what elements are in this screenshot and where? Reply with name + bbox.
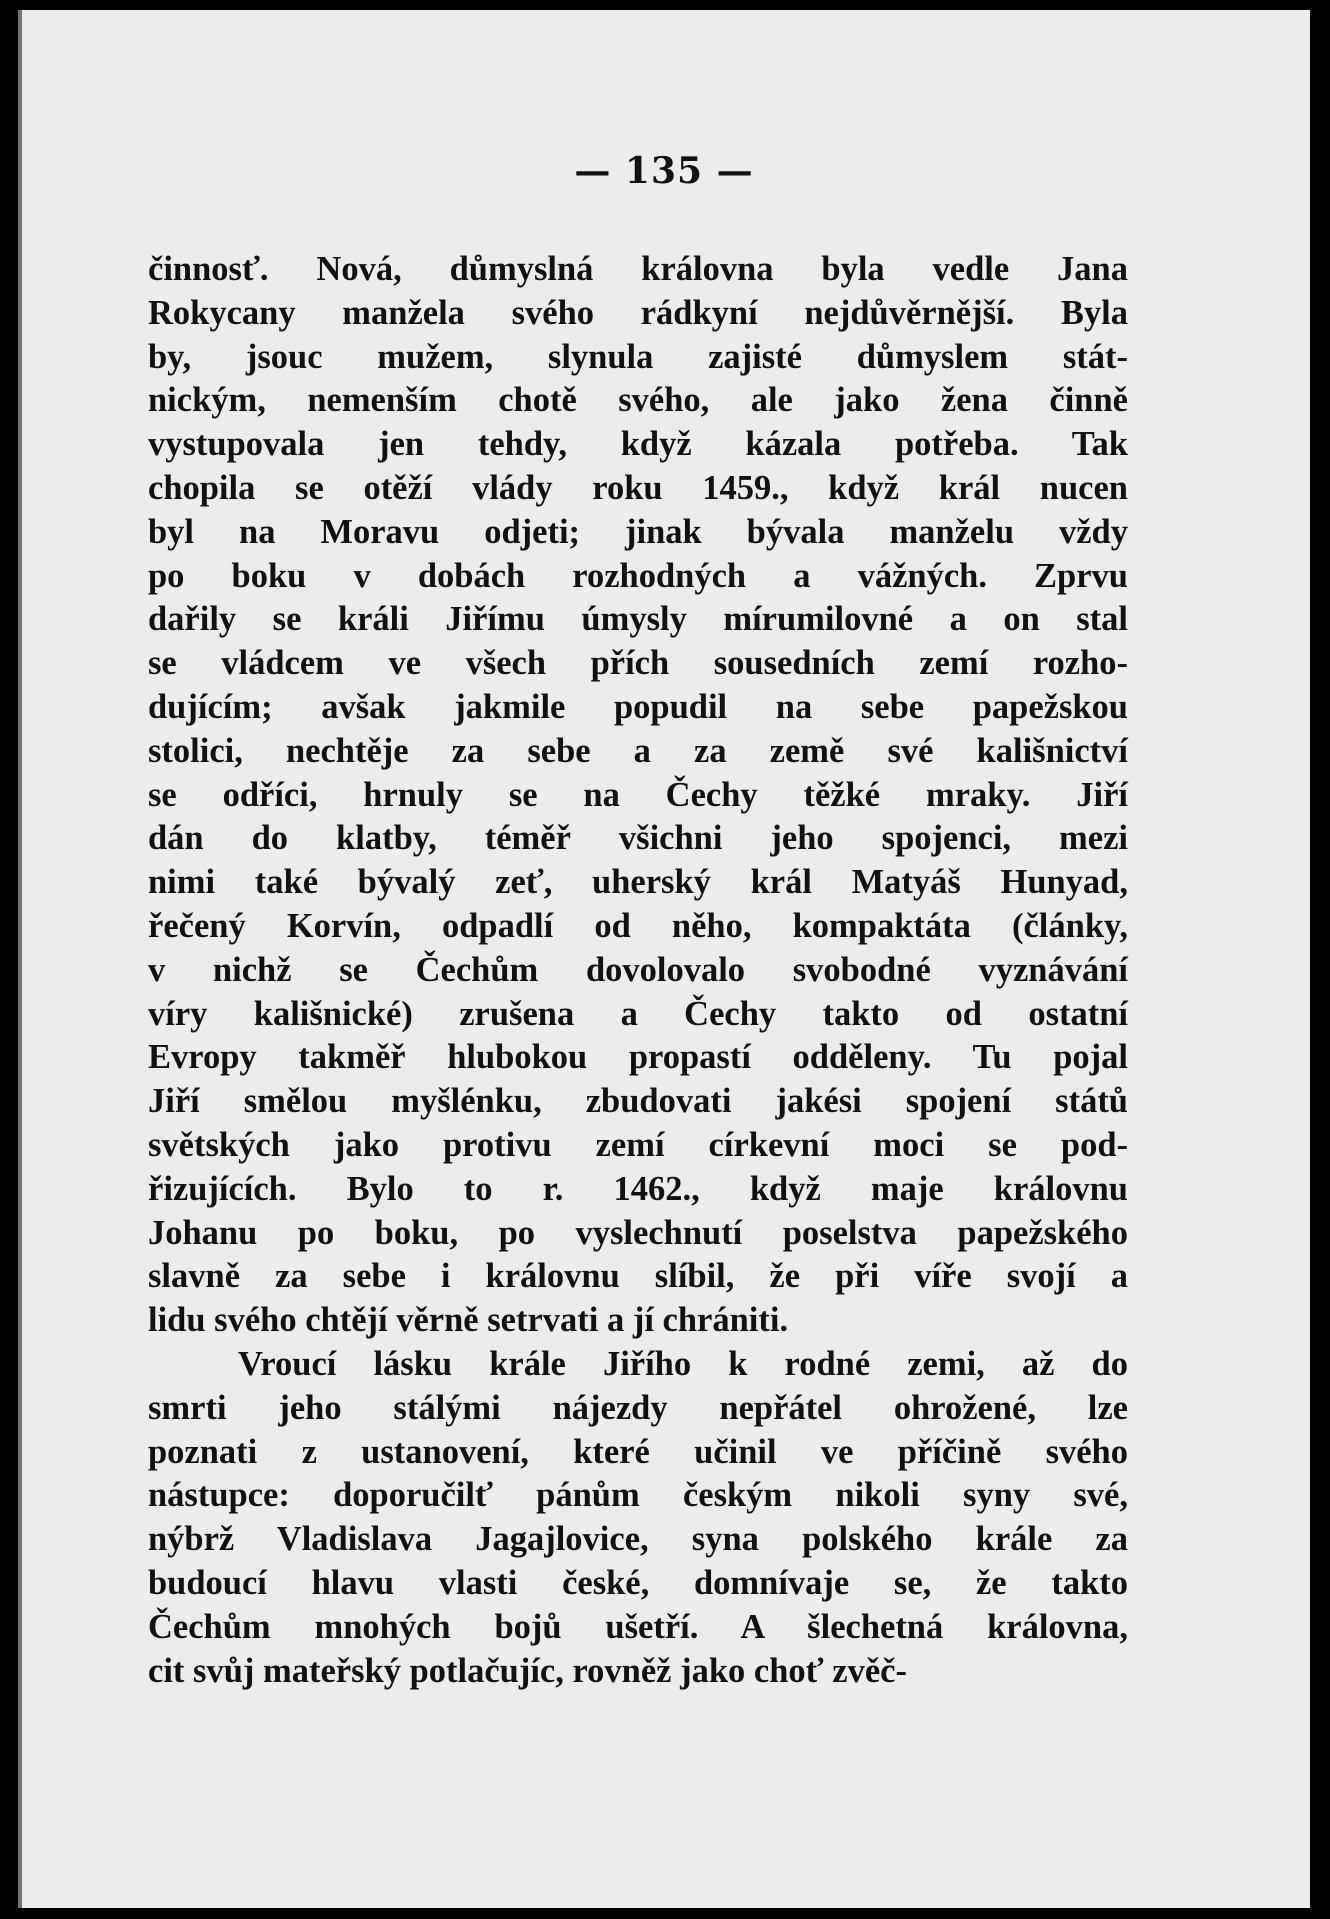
paragraph — [148, 1343, 1128, 1693]
text-line: Jiří smělou myšlénku, zbudovati jakési spojení států — [148, 1082, 1128, 1121]
text-line: poznati z ustanovení, které učinil ve příčině svého — [148, 1432, 1128, 1471]
text-line: chopila se otěží vlády roku 1459., když král nucen — [148, 468, 1128, 507]
text-line: dařily se králi Jiřímu úmysly mírumilovné a on stal — [148, 600, 1128, 639]
text-line: v nichž se Čechům dovolovalo svobodné vyznávání — [148, 950, 1128, 989]
text-line: by, jsouc mužem, slynula zajisté důmyslem stát- — [148, 337, 1128, 376]
text-line: slavně za sebe i královnu slíbil, že při víře svojí a — [148, 1257, 1128, 1296]
text-line: lidu svého chtějí věrně setrvati a jí chrániti. — [148, 1301, 789, 1340]
text-line: nástupce: doporučilť pánům českým nikoli syny své, — [148, 1476, 1128, 1515]
text-line: činnosť. Nová, důmyslná královna byla vedle Jana — [148, 250, 1128, 288]
text-line: po boku v dobách rozhodných a vážných. Zprvu — [148, 556, 1128, 595]
page-number: — 135 — — [574, 150, 754, 192]
text-line: dujícím; avšak jakmile popudil na sebe papežskou — [148, 687, 1128, 726]
text-line: vystupovala jen tehdy, když kázala potřeba. Tak — [148, 425, 1128, 464]
text-line: smrti jeho stálými nájezdy nepřátel ohrožené, lze — [148, 1388, 1128, 1427]
text-line: Evropy takměř hlubokou propastí odděleny. Tu pojal — [148, 1038, 1128, 1077]
text-line: stolici, nechtěje za sebe a za země své kališnictví — [148, 731, 1128, 770]
text-line: byl na Moravu odjeti; jinak bývala manželu vždy — [148, 512, 1128, 551]
text-line: se vládcem ve všech přích sousedních zemí rozho- — [148, 644, 1128, 683]
text-line: Johanu po boku, po vyslechnutí poselstva papežského — [148, 1213, 1128, 1252]
text-line: nýbrž Vladislava Jagajlovice, syna polského krále za — [148, 1520, 1128, 1559]
text-line: řizujících. Bylo to r. 1462., když maje královnu — [148, 1169, 1128, 1208]
text-line: světských jako protivu zemí církevní moci se pod- — [148, 1125, 1128, 1164]
body-text — [148, 248, 1128, 1693]
paragraph — [148, 248, 1128, 1343]
text-line: budoucí hlavu vlasti české, domnívaje se, že takto — [148, 1563, 1128, 1602]
book-page — [18, 10, 1310, 1908]
text-line: Vroucí lásku krále Jiřího k rodné zemi, až do — [238, 1344, 1128, 1383]
page-edge-mark — [18, 10, 22, 1908]
text-line: víry kališnické) zrušena a Čechy takto od ostatní — [148, 994, 1128, 1033]
text-line: Rokycany manžela svého rádkyní nejdůvěrnější. Byla — [148, 293, 1128, 332]
text-line: nickým, nemenším chotě svého, ale jako žena činně — [148, 381, 1128, 420]
text-line: Čechům mnohých bojů ušetří. A šlechetná královna, — [148, 1607, 1128, 1646]
text-line: dán do klatby, téměř všichni jeho spojenci, mezi — [148, 819, 1128, 858]
text-line: řečený Korvín, odpadlí od něho, kompaktáta (články, — [148, 906, 1128, 945]
text-line: se odříci, hrnuly se na Čechy těžké mraky. Jiří — [148, 775, 1128, 814]
text-line: cit svůj mateřský potlačujíc, rovněž jako choť zvěč- — [148, 1651, 907, 1690]
text-line: nimi také bývalý zeť, uherský král Matyáš Hunyad, — [148, 863, 1128, 902]
